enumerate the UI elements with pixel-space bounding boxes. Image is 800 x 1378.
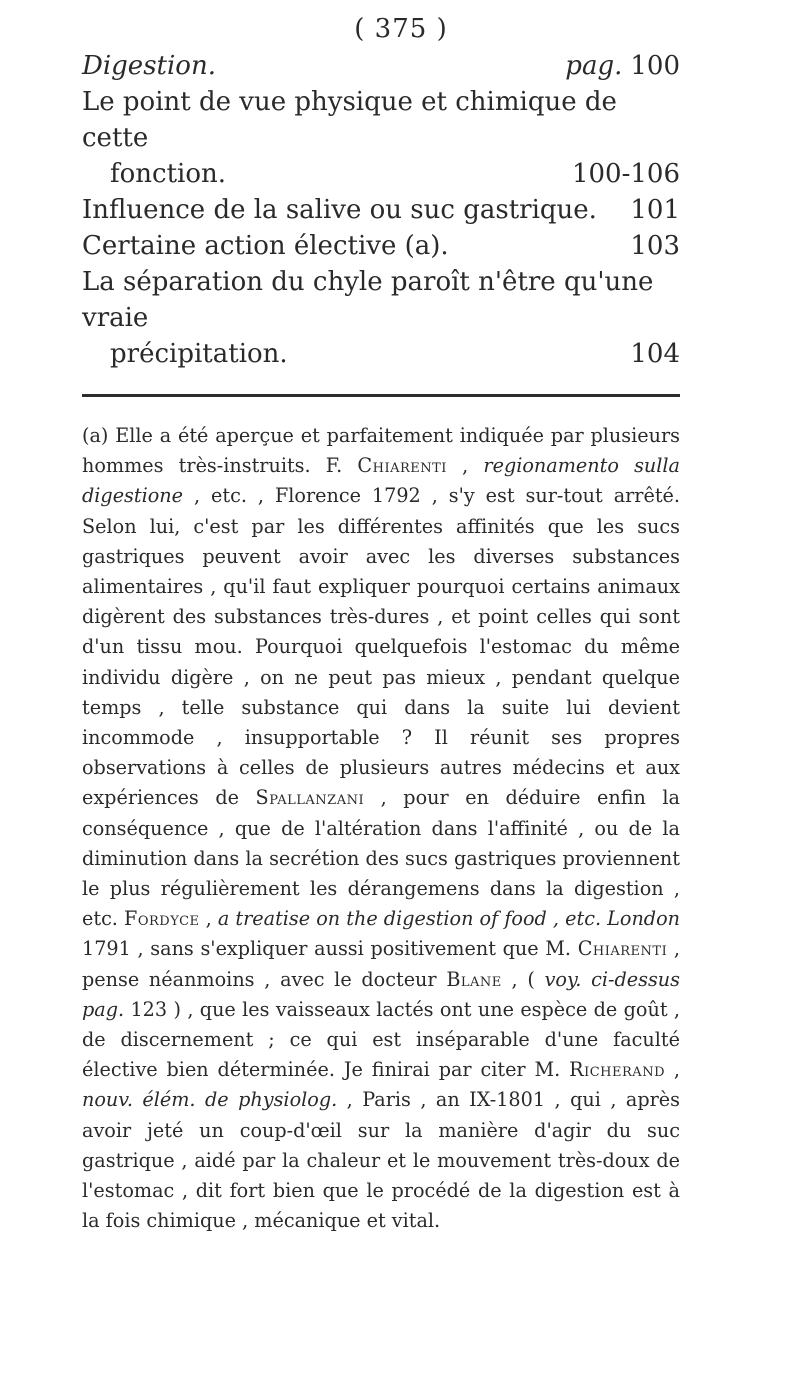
toc-entry-line: précipitation.	[110, 339, 288, 369]
toc-entry	[82, 192, 680, 228]
toc-entry	[82, 228, 680, 264]
work-title: regionamento sulla digestione	[82, 454, 680, 508]
author-name: Blane	[446, 967, 502, 991]
toc-entry-page: 101	[630, 195, 680, 225]
page-number: ( 375 )	[354, 14, 448, 44]
author-name: Richerand	[569, 1058, 665, 1082]
author-name: Chiarenti	[577, 937, 668, 961]
footnote-text: Elle a été aperçue et parfaitement indiquée par plusieurs hommes très-instruits. F.	[82, 424, 680, 478]
cross-reference: voy. ci-dessus pag.	[82, 967, 681, 1021]
pag-label: pag.	[565, 51, 623, 81]
toc-entry-line: Le point de vue physique et chimique de cette	[82, 87, 617, 153]
toc-entry	[82, 84, 680, 192]
footnote-text: 123 ) , que les vaisseaux lactés ont une espèce de goût , de discernement ; ce qui est inséparable d'une faculté élective bien déterminée. Je finirai par citer M.	[82, 997, 680, 1082]
toc-entry-line: Influence de la salive ou suc gastrique.	[82, 195, 597, 225]
toc-entry-page: 104	[630, 339, 680, 369]
work-title: a treatise on the digestion of food , etc. London	[217, 907, 680, 931]
footnote-text: , pour en déduire enfin la conséquence , que de l'altération dans l'affinité , ou de la diminution dans la secrétion des sucs gastriques proviennent le plus régulièrement les dérangemens dans la digestion , etc.	[82, 786, 680, 931]
pag-value: 100	[630, 51, 680, 81]
toc-header	[82, 48, 680, 84]
footnote-marker: (a)	[82, 424, 109, 447]
toc-entry-page: 100-106	[571, 159, 680, 189]
toc-entry-line: Certaine action élective (a).	[82, 231, 449, 261]
toc-entry-line: fonction.	[110, 159, 227, 189]
footnote-divider	[82, 394, 680, 397]
footnote-text: , pense néanmoins , avec le docteur	[82, 937, 680, 991]
footnote-text: ,	[199, 907, 218, 931]
footnote	[82, 421, 680, 1236]
footnote-text: 1791 , sans s'expliquer aussi positivement que M.	[82, 937, 578, 961]
footnote-text: , etc. , Florence 1792 , s'y est sur-tout arrêté. Selon lui, c'est par les différentes affinités que les sucs gastriques peuvent avoir avec les diverses substances alimentaires , qu'il faut expliquer pourquoi certains animaux digèrent des substances très-dures , et point celles qui sont d'un tissu mou. Pourquoi quelquefois l'estomac du même individu digère , on ne peut pas mieux , pendant quelque temps , telle substance qui dans la suite lui devient incommode , insupportable ? Il réunit ses propres observations à celles de plusieurs autres médecins et aux expériences de	[82, 484, 680, 810]
author-name: Chiarenti	[357, 454, 447, 478]
toc-entry-line: La séparation du chyle paroît n'être qu'une vraie	[82, 267, 654, 333]
toc-header-page	[565, 48, 680, 84]
footnote-text: ,	[446, 454, 484, 478]
author-name: Spallanzani	[255, 786, 365, 810]
author-name: Fordyce	[124, 907, 200, 931]
footnote-text: , (	[501, 967, 545, 991]
toc-entry-page: 103	[630, 231, 680, 261]
footnote-text: , Paris , an IX-1801 , qui , après avoir jeté un coup-d'œil sur la manière d'agir du suc gastrique , aidé par la chaleur et le mouvement très-doux de l'estomac , dit fort bien que le procédé de la digestion est à la fois chimique , mécanique et vital.	[82, 1088, 680, 1233]
section-title: Digestion.	[82, 51, 216, 81]
toc-entry	[82, 264, 680, 372]
footnote-text: ,	[665, 1058, 680, 1082]
work-title: nouv. élém. de physiolog.	[82, 1088, 338, 1112]
